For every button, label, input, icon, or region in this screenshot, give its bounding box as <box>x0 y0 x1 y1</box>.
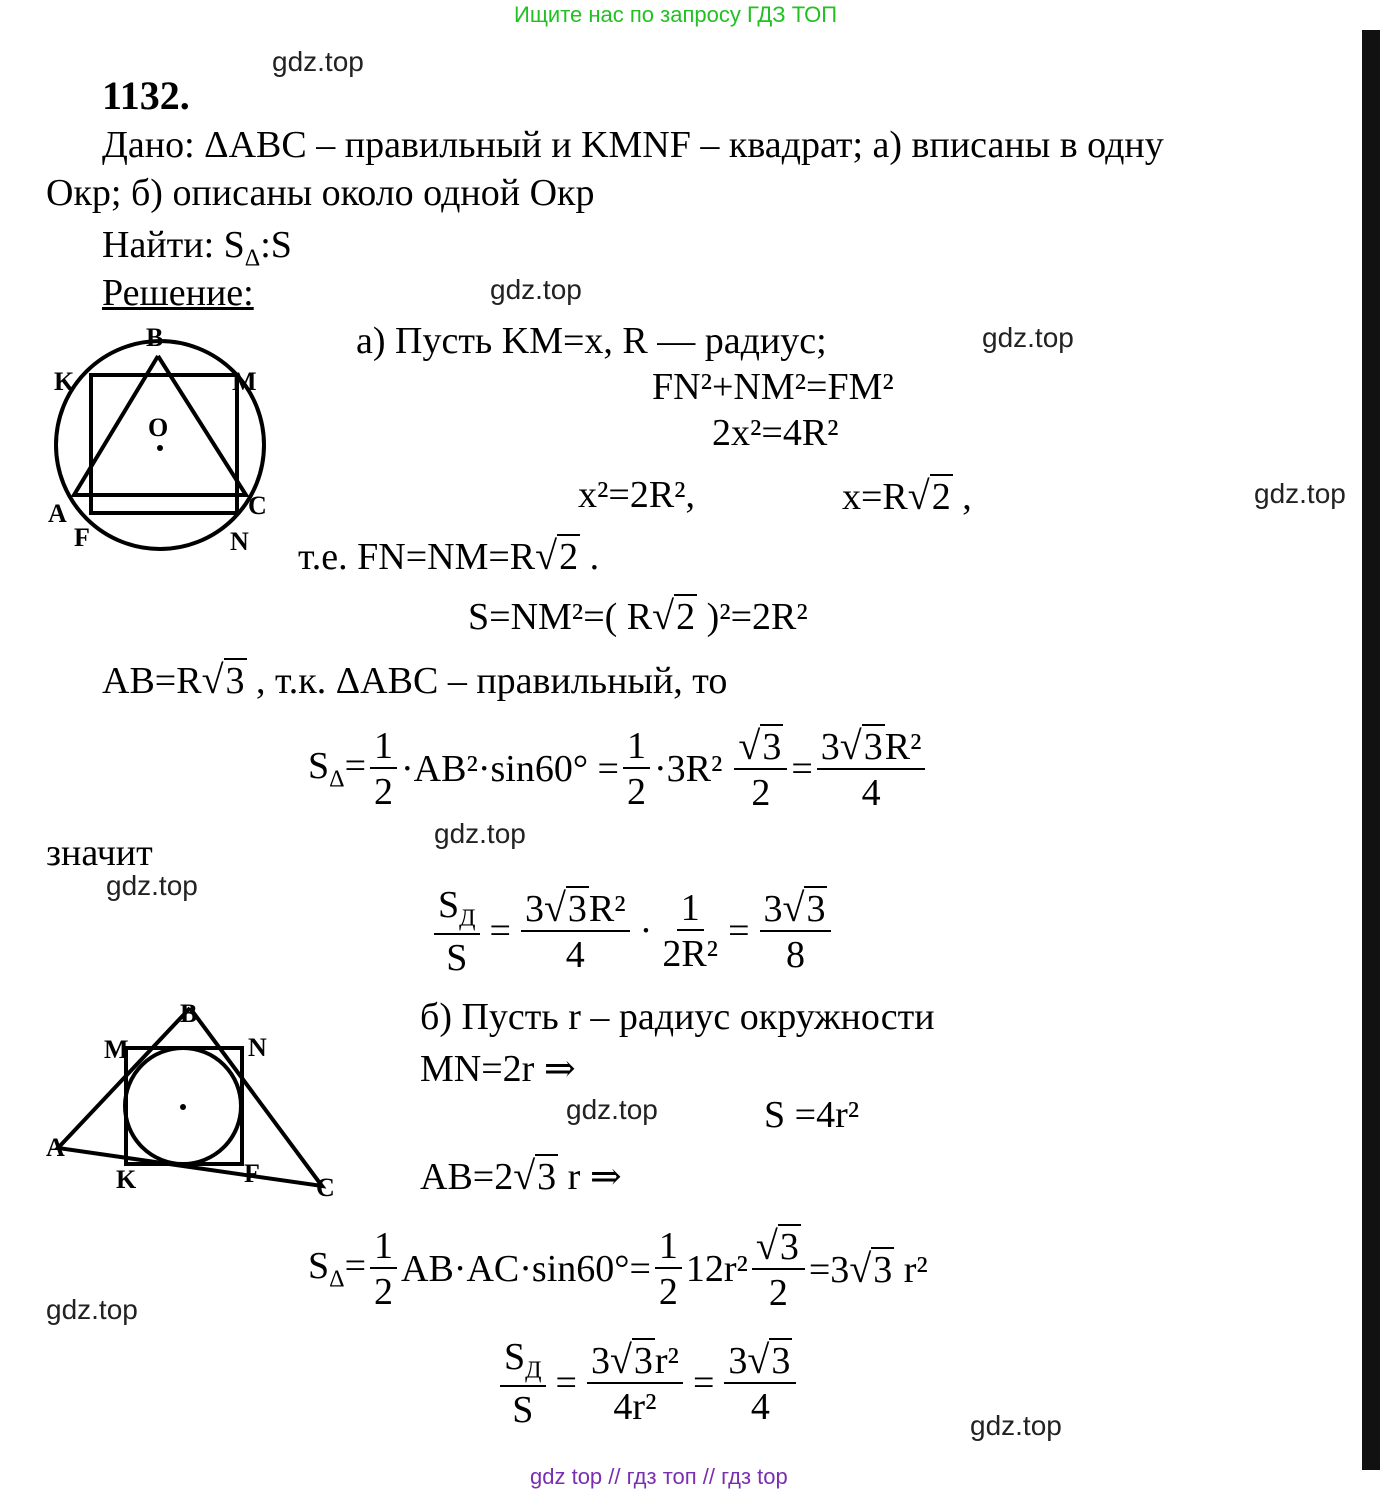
label-n2: N <box>248 1033 267 1062</box>
watermark: gdz.top <box>566 1094 658 1125</box>
label-k2: K <box>116 1165 137 1194</box>
solution-title: Решение: <box>102 272 254 314</box>
label-b: B <box>146 323 164 352</box>
find-line: Найти: $S_\Delta:S$ <box>102 224 292 272</box>
label-f2: F <box>244 1159 260 1188</box>
watermark: gdz.top <box>434 818 526 849</box>
part-a-intro: а) Пусть KM=x, R — радиус; <box>356 320 827 362</box>
top-banner[interactable]: Ищите нас по запросу ГДЗ ТОП <box>514 2 838 27</box>
part-b-mn: MN=2r ⇒ <box>420 1048 576 1090</box>
part-a-triangle-area: $S_\Delta=$ $\frac{1}{2}$ ·AB²·sin60° = $\frac{1}{2}$ ·3R² $\frac{√3}{2}$ = $\frac{\text{3√3R²}}{4}$ <box>308 726 925 812</box>
watermark: gdz.top <box>46 1294 138 1325</box>
watermark: gdz.top <box>1254 478 1346 509</box>
part-a-te: т.е. FN=NM=R√2 . <box>298 533 600 578</box>
figure-circumscribed <box>40 996 350 1206</box>
part-a-eq4: x=R√2 , <box>842 473 972 518</box>
label-m2: M <box>104 1035 129 1064</box>
label-a2: A <box>46 1133 65 1162</box>
center-point <box>157 445 163 451</box>
label-c: C <box>248 491 267 520</box>
label-k: K <box>54 367 75 396</box>
label-n: N <box>230 527 249 556</box>
part-b-intro: б) Пусть r – радиус окружности <box>420 996 935 1038</box>
problem-number: 1132. <box>102 73 190 118</box>
part-a-eq1: FN²+NM²=FM² <box>652 366 894 408</box>
part-b-triangle-area: $S_\Delta=$ $\frac{1}{2}$ AB·AC·sin60°= $\frac{1}{2}$ 12r² $\frac{√3}{2}$ =3√3 r² <box>308 1223 928 1314</box>
part-a-ratio: $\frac{S_Д}{S}$ = $\frac{\text{3√3R²}}{4}$ · $\frac{1}{\text{2R²}}$ = $\frac{3√3}{8}$ <box>434 886 831 977</box>
watermark: gdz.top <box>982 322 1074 353</box>
watermark: gdz.top <box>490 274 582 305</box>
part-b-ab: AB=2√3 r ⇒ <box>420 1153 622 1198</box>
figure-inscribed <box>40 318 290 558</box>
part-b-s: S =4r² <box>764 1094 860 1136</box>
part-a-eq3: x²=2R², <box>578 474 696 516</box>
label-f: F <box>74 523 90 552</box>
incircle-center <box>180 1104 186 1110</box>
page-edge-scan-border <box>1362 30 1380 1470</box>
part-a-eq2: 2x²=4R² <box>712 412 839 454</box>
watermark: gdz.top <box>970 1410 1062 1441</box>
label-m: M <box>232 367 257 396</box>
label-o: O <box>148 413 169 442</box>
given-line-2: Окр; б) описаны около одной Окр <box>46 172 595 214</box>
label-c2: C <box>316 1173 335 1202</box>
label-a: A <box>48 499 67 528</box>
footer-links[interactable]: gdz top // гдз топ // гдз top <box>530 1464 788 1489</box>
part-b-ratio: $\frac{S_Д}{S}$ = $\frac{\text{3√3r²}}{\text{4r²}}$ = $\frac{3√3}{4}$ <box>500 1338 796 1429</box>
label-b2: B <box>180 999 198 1028</box>
watermark: gdz.top <box>106 870 198 901</box>
triangle-abc-2 <box>58 1008 322 1186</box>
znachit-text: значит <box>46 832 153 874</box>
part-a-area: S=NM²=( R√2 )²=2R² <box>468 593 808 638</box>
given-line-1: Дано: ΔABC – правильный и KMNF – квадрат; а) вписаны в одну <box>102 124 1164 166</box>
watermark: gdz.top <box>272 46 364 77</box>
part-a-ab: AB=R√3 , т.к. ΔABC – правильный, то <box>102 657 728 702</box>
